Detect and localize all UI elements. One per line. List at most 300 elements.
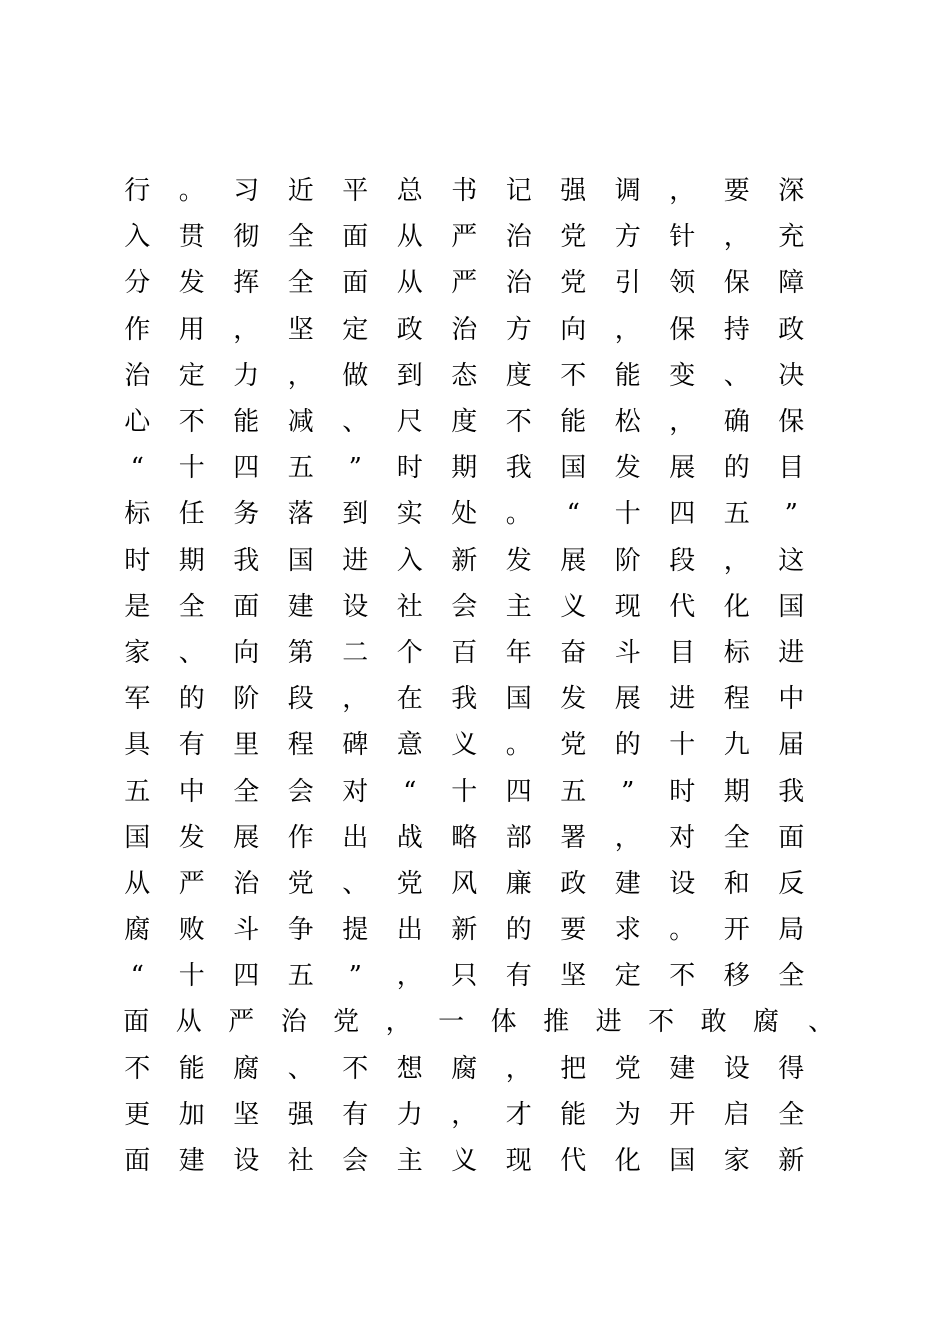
text-glyph: 障	[778, 268, 805, 299]
text-glyph: 到	[342, 499, 369, 530]
text-glyph: 要	[560, 915, 587, 946]
text-glyph: 时	[396, 453, 423, 484]
text-glyph: 全	[287, 222, 314, 253]
text-glyph: 只	[451, 961, 478, 992]
text-line	[110, 491, 850, 537]
text-glyph: 具	[124, 730, 151, 761]
text-glyph: ，	[233, 314, 260, 345]
text-glyph: 全	[723, 822, 750, 853]
text-glyph: 新	[451, 915, 478, 946]
text-glyph: 把	[560, 1053, 587, 1084]
text-glyph: 中	[178, 776, 205, 807]
text-glyph: 力	[233, 360, 260, 391]
text-glyph: 治	[505, 222, 532, 253]
text-glyph: 入	[396, 545, 423, 576]
text-glyph: 度	[505, 360, 532, 391]
text-glyph: ，	[396, 961, 423, 992]
text-glyph: 从	[124, 868, 151, 899]
text-glyph: 局	[778, 915, 805, 946]
text-glyph: 现	[614, 591, 641, 622]
text-glyph: 在	[396, 684, 423, 715]
text-glyph: 体	[490, 1007, 517, 1038]
text-glyph: 进	[669, 684, 696, 715]
text-glyph: 书	[451, 176, 478, 207]
text-glyph: 国	[124, 822, 151, 853]
text-line	[110, 1046, 850, 1092]
text-glyph: 党	[560, 268, 587, 299]
text-line	[110, 999, 850, 1045]
text-glyph: 五	[124, 776, 151, 807]
text-glyph: 能	[233, 407, 260, 438]
text-line	[110, 815, 850, 861]
text-glyph: 定	[178, 360, 205, 391]
text-glyph: 战	[396, 822, 423, 853]
text-glyph: 腐	[124, 915, 151, 946]
text-glyph: 保	[778, 407, 805, 438]
text-glyph: 设	[669, 868, 696, 899]
text-glyph: 度	[451, 407, 478, 438]
text-glyph: 落	[287, 499, 314, 530]
text-glyph: 心	[124, 407, 151, 438]
text-glyph: 发	[560, 684, 587, 715]
text-glyph: 为	[614, 1099, 641, 1130]
text-glyph: 发	[614, 453, 641, 484]
text-glyph: 引	[614, 268, 641, 299]
text-glyph: 建	[287, 591, 314, 622]
text-glyph: 更	[124, 1099, 151, 1130]
text-glyph: 面	[778, 822, 805, 853]
text-glyph: 不	[669, 961, 696, 992]
text-glyph: 意	[396, 730, 423, 761]
text-glyph: 有	[178, 730, 205, 761]
text-line	[110, 953, 850, 999]
text-glyph: 国	[669, 1146, 696, 1177]
text-glyph: 持	[723, 314, 750, 345]
text-glyph: 军	[124, 684, 151, 715]
text-glyph: 展	[614, 684, 641, 715]
text-glyph: 处	[451, 499, 478, 530]
text-glyph: 阶	[614, 545, 641, 576]
text-glyph: 五	[560, 776, 587, 807]
text-glyph: 不	[505, 407, 532, 438]
text-glyph: 会	[287, 776, 314, 807]
text-glyph: 家	[723, 1146, 750, 1177]
text-glyph: 总	[396, 176, 423, 207]
text-glyph: 义	[451, 1146, 478, 1177]
text-glyph: 现	[505, 1146, 532, 1177]
text-glyph: 分	[124, 268, 151, 299]
text-glyph: 党	[560, 730, 587, 761]
text-glyph: 变	[669, 360, 696, 391]
text-glyph: 全	[233, 776, 260, 807]
text-glyph: 保	[723, 268, 750, 299]
text-glyph: 党	[560, 222, 587, 253]
text-glyph: 从	[175, 1007, 202, 1038]
body-text	[110, 168, 850, 1184]
text-glyph: 十	[614, 499, 641, 530]
text-glyph: 主	[396, 1146, 423, 1177]
text-glyph: 和	[723, 868, 750, 899]
text-glyph: 争	[287, 915, 314, 946]
text-glyph: 敢	[700, 1007, 727, 1038]
text-line	[110, 1138, 850, 1184]
text-glyph: 设	[233, 1146, 260, 1177]
text-glyph: 党	[287, 868, 314, 899]
text-glyph: 廉	[505, 868, 532, 899]
text-glyph: 平	[342, 176, 369, 207]
text-glyph: 主	[505, 591, 532, 622]
text-line	[110, 214, 850, 260]
text-glyph: 治	[505, 268, 532, 299]
text-glyph: 才	[505, 1099, 532, 1130]
text-line	[110, 538, 850, 584]
text-glyph: 能	[614, 360, 641, 391]
text-glyph: 段	[669, 545, 696, 576]
text-glyph: 腐	[753, 1007, 780, 1038]
text-glyph: 彻	[233, 222, 260, 253]
text-glyph: ”	[348, 453, 362, 484]
text-glyph: 我	[778, 776, 805, 807]
text-glyph: 务	[233, 499, 260, 530]
text-glyph: 斗	[614, 637, 641, 668]
text-glyph: ，	[723, 222, 750, 253]
text-glyph: 社	[396, 591, 423, 622]
text-glyph: 的	[723, 453, 750, 484]
text-line	[110, 353, 850, 399]
text-glyph: 强	[287, 1099, 314, 1130]
text-glyph: 会	[342, 1146, 369, 1177]
text-glyph: 标	[723, 637, 750, 668]
text-glyph: 定	[614, 961, 641, 992]
text-glyph: 腐	[233, 1053, 260, 1084]
text-glyph: 加	[178, 1099, 205, 1130]
text-glyph: 社	[287, 1146, 314, 1177]
text-glyph: 义	[560, 591, 587, 622]
text-glyph: 目	[669, 637, 696, 668]
text-glyph: 。	[669, 915, 696, 946]
text-glyph: 时	[124, 545, 151, 576]
text-glyph: 不	[178, 407, 205, 438]
text-glyph: ，	[505, 1053, 532, 1084]
text-glyph: ，	[342, 684, 369, 715]
text-glyph: 期	[451, 453, 478, 484]
text-glyph: 目	[778, 453, 805, 484]
text-glyph: 我	[233, 545, 260, 576]
text-glyph: 段	[287, 684, 314, 715]
text-line	[110, 630, 850, 676]
text-glyph: 严	[451, 222, 478, 253]
text-glyph: 国	[287, 545, 314, 576]
text-glyph: 年	[505, 637, 532, 668]
text-glyph: 展	[233, 822, 260, 853]
text-glyph: 从	[396, 268, 423, 299]
text-glyph: ，	[451, 1099, 478, 1130]
text-line	[110, 445, 850, 491]
text-glyph: 出	[396, 915, 423, 946]
text-glyph: 期	[723, 776, 750, 807]
text-glyph: 任	[178, 499, 205, 530]
text-glyph: 中	[778, 684, 805, 715]
text-glyph: 设	[723, 1053, 750, 1084]
text-glyph: 发	[178, 822, 205, 853]
text-glyph: 。	[505, 499, 532, 530]
text-glyph: 严	[178, 868, 205, 899]
text-glyph: 义	[451, 730, 478, 761]
text-glyph: 一	[438, 1007, 465, 1038]
text-glyph: 新	[451, 545, 478, 576]
text-glyph: 程	[723, 684, 750, 715]
text-glyph: 这	[778, 545, 805, 576]
text-glyph: 治	[233, 868, 260, 899]
text-glyph: 针	[669, 222, 696, 253]
text-glyph: 四	[505, 776, 532, 807]
text-glyph: 政	[396, 314, 423, 345]
text-glyph: ”	[621, 776, 635, 807]
text-glyph: 标	[124, 499, 151, 530]
text-glyph: 向	[560, 314, 587, 345]
text-glyph: 尺	[396, 407, 423, 438]
text-glyph: 松	[614, 407, 641, 438]
text-glyph: 部	[505, 822, 532, 853]
text-glyph: 斗	[233, 915, 260, 946]
text-line	[110, 168, 850, 214]
text-glyph: 要	[723, 176, 750, 207]
text-glyph: 、	[808, 1007, 835, 1038]
text-glyph: 化	[614, 1146, 641, 1177]
text-glyph: 提	[342, 915, 369, 946]
text-glyph: “	[130, 961, 144, 992]
text-glyph: 深	[778, 176, 805, 207]
text-glyph: 对	[669, 822, 696, 853]
text-glyph: 时	[669, 776, 696, 807]
text-glyph: 十	[178, 453, 205, 484]
text-glyph: 治	[124, 360, 151, 391]
text-glyph: 个	[396, 637, 423, 668]
text-glyph: ，	[723, 545, 750, 576]
text-glyph: 十	[451, 776, 478, 807]
text-glyph: 坚	[287, 314, 314, 345]
text-glyph: 展	[669, 453, 696, 484]
text-glyph: 设	[342, 591, 369, 622]
text-line	[110, 861, 850, 907]
text-glyph: 全	[778, 1099, 805, 1130]
text-glyph: 化	[723, 591, 750, 622]
text-glyph: 腐	[451, 1053, 478, 1084]
text-glyph: 贯	[178, 222, 205, 253]
text-glyph: 政	[778, 314, 805, 345]
text-glyph: ，	[614, 314, 641, 345]
text-glyph: 坚	[233, 1099, 260, 1130]
text-glyph: 推	[543, 1007, 570, 1038]
text-glyph: 建	[178, 1146, 205, 1177]
text-glyph: 十	[178, 961, 205, 992]
text-glyph: ”	[348, 961, 362, 992]
text-glyph: 展	[560, 545, 587, 576]
text-glyph: 开	[723, 915, 750, 946]
text-glyph: 用	[178, 314, 205, 345]
text-glyph: 严	[228, 1007, 255, 1038]
text-glyph: 五	[723, 499, 750, 530]
text-glyph: 减	[287, 407, 314, 438]
text-line	[110, 722, 850, 768]
text-glyph: 强	[560, 176, 587, 207]
text-glyph: 反	[778, 868, 805, 899]
text-glyph: 四	[669, 499, 696, 530]
text-glyph: 方	[614, 222, 641, 253]
text-glyph: ，	[614, 822, 641, 853]
text-glyph: 的	[505, 915, 532, 946]
text-glyph: 、	[342, 407, 369, 438]
text-glyph: 进	[595, 1007, 622, 1038]
text-glyph: 到	[396, 360, 423, 391]
text-glyph: 态	[451, 360, 478, 391]
text-glyph: 败	[178, 915, 205, 946]
text-glyph: 方	[505, 314, 532, 345]
text-glyph: 进	[342, 545, 369, 576]
text-glyph: 求	[614, 915, 641, 946]
text-line	[110, 260, 850, 306]
text-glyph: 保	[669, 314, 696, 345]
text-glyph: 建	[614, 868, 641, 899]
text-glyph: ，	[287, 360, 314, 391]
text-glyph: 能	[178, 1053, 205, 1084]
text-glyph: 面	[342, 222, 369, 253]
text-glyph: 国	[778, 591, 805, 622]
text-glyph: 是	[124, 591, 151, 622]
text-glyph: 第	[287, 637, 314, 668]
text-glyph: “	[566, 499, 580, 530]
text-line	[110, 768, 850, 814]
text-glyph: 、	[723, 360, 750, 391]
text-line	[110, 907, 850, 953]
text-glyph: 全	[178, 591, 205, 622]
text-glyph: 四	[233, 961, 260, 992]
text-glyph: 我	[505, 453, 532, 484]
text-line	[110, 307, 850, 353]
text-glyph: 我	[451, 684, 478, 715]
text-glyph: 二	[342, 637, 369, 668]
text-glyph: 作	[287, 822, 314, 853]
text-glyph: 不	[560, 360, 587, 391]
text-glyph: 碑	[342, 730, 369, 761]
text-glyph: ，	[669, 407, 696, 438]
text-glyph: 、	[287, 1053, 314, 1084]
text-glyph: 党	[396, 868, 423, 899]
text-glyph: 能	[560, 1099, 587, 1130]
text-glyph: 面	[124, 1146, 151, 1177]
text-glyph: 略	[451, 822, 478, 853]
text-glyph: 治	[451, 314, 478, 345]
text-glyph: 的	[614, 730, 641, 761]
text-line	[110, 1092, 850, 1138]
text-glyph: 党	[333, 1007, 360, 1038]
text-glyph: 进	[778, 637, 805, 668]
text-glyph: 。	[178, 176, 205, 207]
text-glyph: 国	[505, 684, 532, 715]
text-glyph: 调	[614, 176, 641, 207]
text-glyph: 习	[233, 176, 260, 207]
text-glyph: 、	[342, 868, 369, 899]
text-glyph: 。	[505, 730, 532, 761]
text-glyph: 开	[669, 1099, 696, 1130]
text-glyph: 移	[723, 961, 750, 992]
text-glyph: “	[403, 776, 417, 807]
text-glyph: 能	[560, 407, 587, 438]
text-glyph: 挥	[233, 268, 260, 299]
text-glyph: 出	[342, 822, 369, 853]
text-glyph: 五	[287, 453, 314, 484]
text-glyph: 会	[451, 591, 478, 622]
text-glyph: 建	[669, 1053, 696, 1084]
text-glyph: 不	[648, 1007, 675, 1038]
text-glyph: 得	[778, 1053, 805, 1084]
text-glyph: 定	[342, 314, 369, 345]
text-glyph: 面	[233, 591, 260, 622]
text-glyph: 领	[669, 268, 696, 299]
text-glyph: ”	[784, 499, 798, 530]
text-glyph: 行	[124, 176, 151, 207]
text-glyph: 做	[342, 360, 369, 391]
text-glyph: 发	[505, 545, 532, 576]
text-glyph: 确	[723, 407, 750, 438]
text-glyph: 严	[451, 268, 478, 299]
text-glyph: ，	[385, 1007, 412, 1038]
text-glyph: 风	[451, 868, 478, 899]
text-line	[110, 399, 850, 445]
text-glyph: 全	[778, 961, 805, 992]
text-glyph: 发	[178, 268, 205, 299]
text-glyph: 力	[396, 1099, 423, 1130]
text-glyph: 近	[287, 176, 314, 207]
text-glyph: 程	[287, 730, 314, 761]
text-glyph: 里	[233, 730, 260, 761]
text-line	[110, 676, 850, 722]
text-glyph: 家	[124, 637, 151, 668]
text-glyph: 九	[723, 730, 750, 761]
text-glyph: 充	[778, 222, 805, 253]
text-glyph: 实	[396, 499, 423, 530]
text-glyph: “	[130, 453, 144, 484]
text-glyph: 决	[778, 360, 805, 391]
text-glyph: 对	[342, 776, 369, 807]
text-glyph: 治	[280, 1007, 307, 1038]
text-glyph: ，	[669, 176, 696, 207]
text-line	[110, 584, 850, 630]
text-glyph: 有	[505, 961, 532, 992]
text-glyph: 期	[178, 545, 205, 576]
text-glyph: 的	[178, 684, 205, 715]
text-glyph: 百	[451, 637, 478, 668]
text-glyph: 五	[287, 961, 314, 992]
text-glyph: 四	[233, 453, 260, 484]
text-glyph: 政	[560, 868, 587, 899]
text-glyph: 想	[396, 1053, 423, 1084]
text-glyph: 代	[560, 1146, 587, 1177]
text-glyph: 入	[124, 222, 151, 253]
text-glyph: 有	[342, 1099, 369, 1130]
text-glyph: 面	[123, 1007, 150, 1038]
text-glyph: 、	[178, 637, 205, 668]
text-glyph: 作	[124, 314, 151, 345]
text-glyph: 不	[342, 1053, 369, 1084]
text-glyph: 坚	[560, 961, 587, 992]
text-glyph: 署	[560, 822, 587, 853]
text-glyph: 从	[396, 222, 423, 253]
text-glyph: 阶	[233, 684, 260, 715]
text-glyph: 全	[287, 268, 314, 299]
text-glyph: 新	[778, 1146, 805, 1177]
text-glyph: 奋	[560, 637, 587, 668]
